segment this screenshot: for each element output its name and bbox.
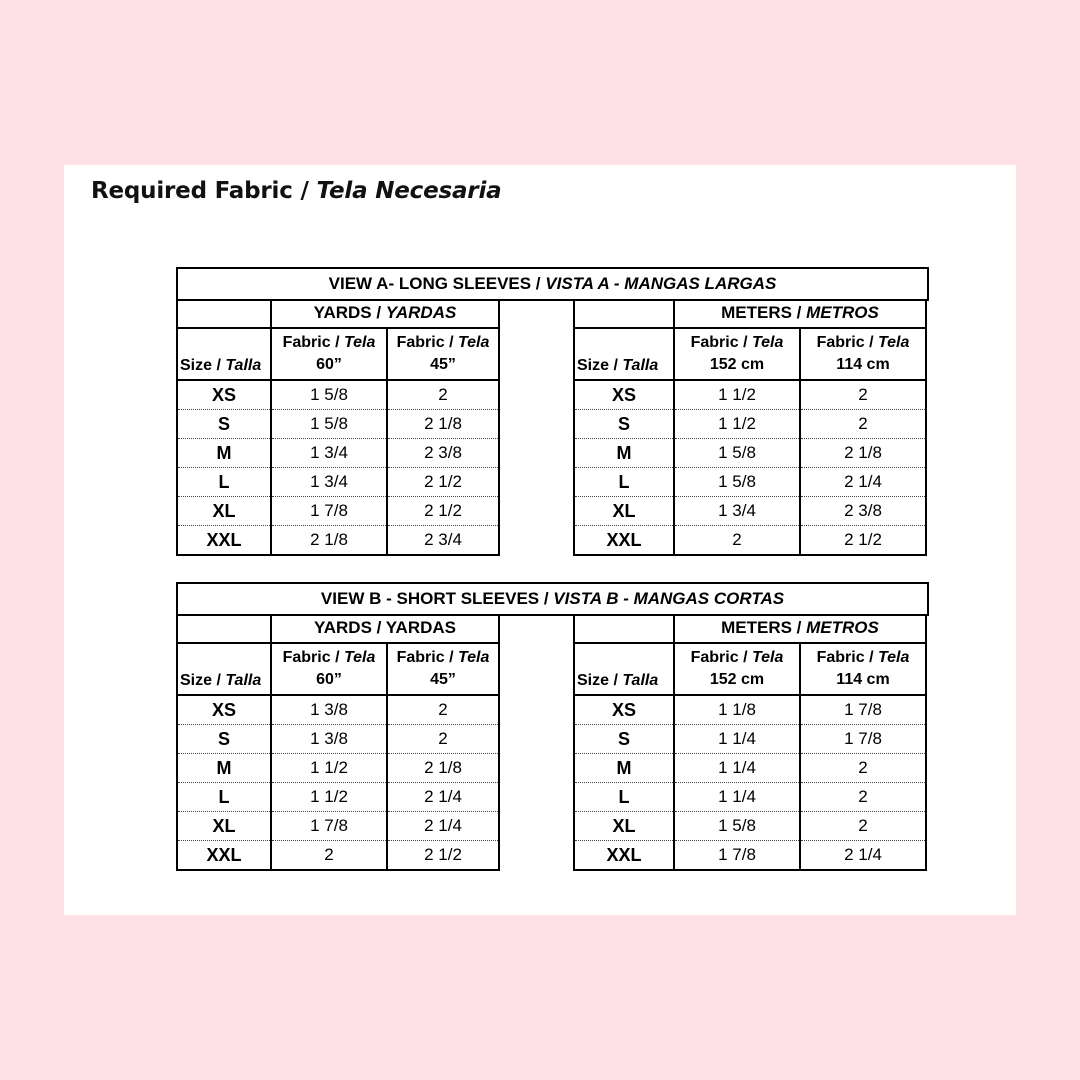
value-cell: 1 5/8	[674, 439, 800, 468]
view-title-italic: VISTA A - MANGAS LARGAS	[545, 274, 777, 293]
value-cell: 1 1/2	[271, 783, 387, 812]
size-cell: XS	[574, 380, 674, 410]
value-cell: 1 1/2	[271, 754, 387, 783]
table-row	[177, 725, 499, 754]
fabric-label-plain: Fabric /	[690, 334, 752, 351]
size-label-plain: Size /	[180, 672, 226, 689]
fabric-label-italic: Tela	[343, 649, 376, 666]
view-title-italic: VISTA B - MANGAS CORTAS	[553, 589, 785, 608]
view-title	[176, 582, 929, 616]
fabric-label-italic: Tela	[751, 649, 784, 666]
fabric-column-header	[271, 643, 387, 695]
size-cell: XL	[177, 497, 271, 526]
size-cell: XS	[177, 380, 271, 410]
value-cell: 2	[800, 783, 926, 812]
fabric-column-header	[674, 643, 800, 695]
table-row	[177, 841, 499, 871]
value-cell: 2 1/4	[387, 783, 499, 812]
fabric-label-plain: Fabric /	[690, 649, 752, 666]
size-column-header	[574, 643, 674, 695]
table-row	[574, 526, 926, 556]
value-cell: 2	[674, 526, 800, 556]
value-cell: 1 7/8	[271, 812, 387, 841]
value-cell: 1 3/4	[271, 468, 387, 497]
size-cell: L	[177, 468, 271, 497]
table-row	[177, 526, 499, 556]
size-label-italic: Talla	[225, 672, 262, 689]
fabric-label-plain: Fabric /	[396, 334, 458, 351]
fabric-width: 152 cm	[709, 356, 765, 373]
meters-column-header-row	[574, 643, 926, 695]
view-a-section	[176, 267, 927, 553]
fabric-label-italic: Tela	[751, 334, 784, 351]
value-cell: 1 1/4	[674, 754, 800, 783]
fabric-label-plain: Fabric /	[816, 334, 878, 351]
value-cell: 2 3/8	[800, 497, 926, 526]
value-cell: 1 7/8	[674, 841, 800, 871]
fabric-label-italic: Tela	[457, 334, 490, 351]
yards-group-header	[271, 614, 499, 643]
size-cell: M	[177, 754, 271, 783]
meters-table	[573, 299, 927, 556]
table-row	[574, 812, 926, 841]
size-cell: L	[177, 783, 271, 812]
meters-group-row	[574, 614, 926, 643]
value-cell: 2	[387, 695, 499, 725]
fabric-width: 114 cm	[836, 356, 890, 373]
value-cell: 1 5/8	[271, 380, 387, 410]
yards-group-row	[177, 614, 499, 643]
fabric-label	[272, 332, 386, 354]
size-cell: XXL	[177, 526, 271, 556]
view-title-plain: VIEW B - SHORT SLEEVES /	[320, 589, 554, 608]
value-cell: 1 1/2	[674, 410, 800, 439]
fabric-label-plain: Fabric /	[396, 649, 458, 666]
fabric-label-italic: Tela	[457, 649, 490, 666]
table-row	[177, 439, 499, 468]
table-row	[574, 841, 926, 871]
value-cell: 1 3/8	[271, 725, 387, 754]
value-cell: 2 1/8	[387, 410, 499, 439]
table-row	[574, 695, 926, 725]
value-cell: 2 1/8	[800, 439, 926, 468]
fabric-card	[64, 165, 1016, 915]
size-cell: XXL	[177, 841, 271, 871]
table-row	[574, 783, 926, 812]
group-label-plain: METERS /	[721, 303, 807, 322]
table-row	[574, 754, 926, 783]
value-cell: 1 5/8	[674, 812, 800, 841]
size-cell: XL	[574, 812, 674, 841]
size-column-header	[177, 643, 271, 695]
value-cell: 1 5/8	[271, 410, 387, 439]
table-row	[177, 497, 499, 526]
value-cell: 2	[387, 725, 499, 754]
fabric-width: 45”	[430, 671, 456, 688]
value-cell: 1 3/4	[674, 497, 800, 526]
fabric-column-header	[674, 328, 800, 380]
value-cell: 2 1/4	[800, 841, 926, 871]
yards-column-header-row	[177, 328, 499, 380]
size-column-header	[177, 328, 271, 380]
value-cell: 2 1/8	[387, 754, 499, 783]
table-row	[177, 783, 499, 812]
fabric-column-header	[387, 328, 499, 380]
size-cell: XS	[177, 695, 271, 725]
table-row	[177, 468, 499, 497]
fabric-label	[675, 647, 799, 669]
page-title	[91, 175, 501, 207]
yards-table	[176, 299, 500, 556]
value-cell: 2 1/2	[387, 497, 499, 526]
value-cell: 1 7/8	[800, 725, 926, 754]
size-cell: S	[177, 410, 271, 439]
value-cell: 2	[387, 380, 499, 410]
table-row	[177, 410, 499, 439]
size-label-italic: Talla	[225, 357, 262, 374]
yards-column-header-row	[177, 643, 499, 695]
value-cell: 2 1/4	[800, 468, 926, 497]
fabric-label-plain: Fabric /	[282, 334, 344, 351]
size-cell: M	[574, 754, 674, 783]
fabric-label	[272, 647, 386, 669]
group-label-plain: YARDS / YARDAS	[313, 618, 457, 637]
size-cell: S	[574, 725, 674, 754]
value-cell: 2	[800, 410, 926, 439]
fabric-label	[388, 332, 498, 354]
size-label-plain: Size /	[577, 357, 623, 374]
value-cell: 1 1/4	[674, 783, 800, 812]
size-column-header	[574, 328, 674, 380]
group-label-plain: YARDS /	[313, 303, 386, 322]
yards-group-row	[177, 299, 499, 328]
fabric-column-header	[800, 328, 926, 380]
value-cell: 2 1/2	[387, 468, 499, 497]
fabric-column-header	[387, 643, 499, 695]
blank-cell	[574, 299, 674, 328]
table-row	[574, 439, 926, 468]
group-label-italic: METROS	[806, 303, 879, 322]
value-cell: 1 7/8	[800, 695, 926, 725]
value-cell: 2 1/2	[387, 841, 499, 871]
size-cell: S	[177, 725, 271, 754]
size-cell: L	[574, 783, 674, 812]
fabric-label-plain: Fabric /	[282, 649, 344, 666]
size-cell: XXL	[574, 526, 674, 556]
size-cell: XS	[574, 695, 674, 725]
fabric-width: 114 cm	[836, 671, 890, 688]
fabric-label	[801, 332, 925, 354]
table-row	[574, 725, 926, 754]
size-cell: L	[574, 468, 674, 497]
table-row	[574, 410, 926, 439]
value-cell: 1 1/2	[674, 380, 800, 410]
fabric-width: 152 cm	[709, 671, 765, 688]
size-cell: XL	[177, 812, 271, 841]
size-cell: M	[177, 439, 271, 468]
size-cell: M	[574, 439, 674, 468]
yards-group-header	[271, 299, 499, 328]
value-cell: 2	[271, 841, 387, 871]
table-row	[574, 497, 926, 526]
value-cell: 2 1/2	[800, 526, 926, 556]
value-cell: 2	[800, 754, 926, 783]
size-cell: XL	[574, 497, 674, 526]
value-cell: 1 5/8	[674, 468, 800, 497]
value-cell: 2	[800, 812, 926, 841]
table-row	[574, 468, 926, 497]
blank-cell	[177, 299, 271, 328]
fabric-label-italic: Tela	[343, 334, 376, 351]
view-b-section	[176, 582, 927, 868]
value-cell: 2 1/8	[271, 526, 387, 556]
value-cell: 1 1/4	[674, 725, 800, 754]
view-title-plain: VIEW A- LONG SLEEVES /	[328, 274, 546, 293]
value-cell: 1 7/8	[271, 497, 387, 526]
fabric-column-header	[271, 328, 387, 380]
value-cell: 1 3/8	[271, 695, 387, 725]
value-cell: 2 1/4	[387, 812, 499, 841]
fabric-width: 60”	[316, 671, 342, 688]
blank-cell	[574, 614, 674, 643]
yards-table	[176, 614, 500, 871]
size-cell: S	[574, 410, 674, 439]
fabric-label	[675, 332, 799, 354]
value-cell: 1 1/8	[674, 695, 800, 725]
fabric-column-header	[800, 643, 926, 695]
size-label-plain: Size /	[577, 672, 623, 689]
table-row	[177, 695, 499, 725]
fabric-width: 45”	[430, 356, 456, 373]
fabric-label	[388, 647, 498, 669]
value-cell: 2 3/8	[387, 439, 499, 468]
meters-group-header	[674, 299, 926, 328]
value-cell: 2	[800, 380, 926, 410]
fabric-label-italic: Tela	[877, 649, 910, 666]
fabric-width: 60”	[316, 356, 342, 373]
size-label-italic: Talla	[622, 672, 659, 689]
group-label-plain: METERS /	[721, 618, 807, 637]
blank-cell	[177, 614, 271, 643]
meters-group-row	[574, 299, 926, 328]
meters-column-header-row	[574, 328, 926, 380]
table-row	[177, 380, 499, 410]
size-cell: XXL	[574, 841, 674, 871]
view-title	[176, 267, 929, 301]
table-row	[574, 380, 926, 410]
size-label-plain: Size /	[180, 357, 226, 374]
table-row	[177, 754, 499, 783]
fabric-label	[801, 647, 925, 669]
group-label-italic: YARDAS	[385, 303, 457, 322]
page-title-main: Required Fabric /	[91, 178, 317, 204]
group-label-italic: METROS	[806, 618, 879, 637]
fabric-label-italic: Tela	[877, 334, 910, 351]
value-cell: 1 3/4	[271, 439, 387, 468]
page-title-italic: Tela Necesaria	[316, 178, 502, 204]
meters-group-header	[674, 614, 926, 643]
fabric-label-plain: Fabric /	[816, 649, 878, 666]
value-cell: 2 3/4	[387, 526, 499, 556]
table-row	[177, 812, 499, 841]
size-label-italic: Talla	[622, 357, 659, 374]
meters-table	[573, 614, 927, 871]
